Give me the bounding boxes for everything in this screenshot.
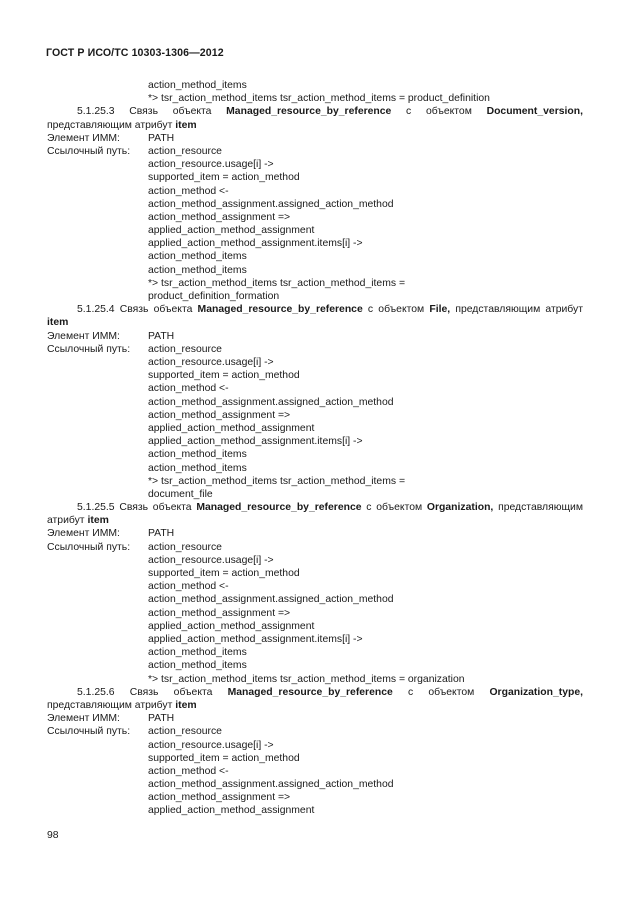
path-line: action_method_items: [148, 80, 247, 91]
path-label: Ссылочный путь:: [47, 726, 131, 738]
page-number: 98: [47, 830, 59, 841]
path-line: supported_item = action_method: [148, 172, 300, 184]
path-line: applied_action_method_assignment.items[i] ->: [148, 633, 363, 645]
element-value: PATH: [148, 528, 175, 540]
heading-attr: item: [175, 119, 197, 131]
heading-prefix: 5.1.25.5 Связь объекта: [77, 502, 197, 514]
path-label: Ссылочный путь:: [47, 343, 131, 355]
path-line: action_method_assignment.assigned_action_method: [148, 779, 394, 791]
heading-entity: Managed_resource_by_reference: [226, 106, 392, 118]
heading-target: File,: [429, 304, 451, 316]
path-line: *> tsr_action_method_items tsr_action_method_items = product_definition: [148, 93, 490, 105]
path-row: [47, 725, 583, 738]
heading-attr: item: [47, 317, 69, 329]
heading-entity: Managed_resource_by_reference: [196, 502, 362, 514]
path-line: action_method <-: [148, 383, 229, 395]
document-body: [47, 79, 583, 818]
heading-suffix: представляющим атрибут: [47, 699, 176, 711]
path-line: action_method_items: [148, 251, 247, 263]
element-value: PATH: [148, 132, 175, 144]
path-label: Ссылочный путь:: [47, 145, 131, 157]
path-line: supported_item = action_method: [148, 568, 300, 580]
path-line: action_method_items: [148, 449, 247, 461]
heading-entity: Managed_resource_by_reference: [227, 686, 393, 698]
path-line: action_method <-: [148, 765, 229, 777]
path-line: action_resource.usage[i] ->: [148, 554, 274, 566]
element-label: Элемент ИММ:: [47, 132, 120, 144]
heading-suffix: представляющим атрибут: [450, 304, 583, 316]
path-line: product_definition_formation: [148, 291, 280, 303]
heading-attr: item: [175, 699, 197, 711]
path-line: action_method_assignment.assigned_action_method: [148, 594, 394, 606]
heading-prefix: 5.1.25.4 Связь объекта: [77, 304, 198, 316]
path-row: [47, 145, 583, 158]
heading-middle: с объектом: [361, 502, 427, 514]
path-line: *> tsr_action_method_items tsr_action_method_items = organization: [148, 673, 465, 685]
path-line: action_resource: [148, 343, 222, 355]
path-line: action_resource: [148, 145, 222, 157]
path-line: action_method_items: [148, 660, 247, 672]
path-line: applied_action_method_assignment.items[i] ->: [148, 238, 363, 250]
path-label: Ссылочный путь:: [47, 541, 131, 553]
element-value: PATH: [148, 713, 175, 725]
heading-suffix: представляющим атрибут: [47, 502, 583, 527]
path-line: *> tsr_action_method_items tsr_action_method_items =: [148, 277, 406, 289]
path-line: action_resource: [148, 541, 222, 553]
element-label: Элемент ИММ:: [47, 528, 120, 540]
section-heading: [47, 501, 583, 527]
heading-suffix: представляющим атрибут: [47, 119, 176, 131]
path-row: [47, 541, 583, 554]
heading-target: Organization,: [426, 502, 494, 514]
path-line: action_method_items: [148, 647, 247, 659]
element-row: [47, 527, 583, 540]
path-line: action_method_assignment =>: [148, 607, 291, 619]
element-label: Элемент ИММ:: [47, 330, 120, 342]
path-line: action_method <-: [148, 581, 229, 593]
heading-target: Document_version,: [486, 106, 583, 118]
path-line: action_resource.usage[i] ->: [148, 159, 274, 171]
path-line: applied_action_method_assignment.items[i] ->: [148, 436, 363, 448]
heading-target: Organization_type,: [489, 686, 583, 698]
heading-middle: с объектом: [391, 106, 487, 118]
path-line: document_file: [148, 488, 213, 500]
path-line: applied_action_method_assignment: [148, 620, 315, 632]
path-line: applied_action_method_assignment: [148, 805, 315, 817]
element-row: [47, 132, 583, 145]
path-row: [47, 343, 583, 356]
heading-prefix: 5.1.25.3 Связь объекта: [77, 106, 227, 118]
section-heading: [47, 686, 583, 712]
heading-middle: с объектом: [362, 304, 430, 316]
path-line: applied_action_method_assignment: [148, 422, 315, 434]
heading-middle: с объектом: [392, 686, 490, 698]
heading-prefix: 5.1.25.6 Связь объекта: [77, 686, 228, 698]
path-line: supported_item = action_method: [148, 752, 300, 764]
element-row: [47, 330, 583, 343]
path-line: action_method_assignment =>: [148, 211, 291, 223]
element-label: Элемент ИММ:: [47, 713, 120, 725]
heading-entity: Managed_resource_by_reference: [197, 304, 363, 316]
path-line: action_method_assignment =>: [148, 409, 291, 421]
path-line: action_method <-: [148, 185, 229, 197]
path-line: action_method_assignment.assigned_action_method: [148, 198, 394, 210]
heading-attr: item: [87, 515, 109, 527]
path-line: action_resource.usage[i] ->: [148, 357, 274, 368]
path-line: action_resource: [148, 726, 222, 738]
element-value: PATH: [148, 330, 175, 342]
section-heading: [47, 105, 583, 131]
section-heading: [47, 303, 583, 329]
element-row: [47, 712, 583, 725]
path-line: action_method_items: [148, 462, 247, 474]
path-line: *> tsr_action_method_items tsr_action_method_items =: [148, 475, 406, 487]
path-line: supported_item = action_method: [148, 370, 300, 382]
document-header: ГОСТ Р ИСО/ТС 10303-1306—2012: [46, 47, 224, 59]
path-line: action_method_items: [148, 264, 247, 276]
path-line: action_method_assignment =>: [148, 792, 291, 804]
path-line: action_resource.usage[i] ->: [148, 739, 274, 751]
path-line: applied_action_method_assignment: [148, 225, 315, 237]
path-line: action_method_assignment.assigned_action_method: [148, 396, 394, 408]
